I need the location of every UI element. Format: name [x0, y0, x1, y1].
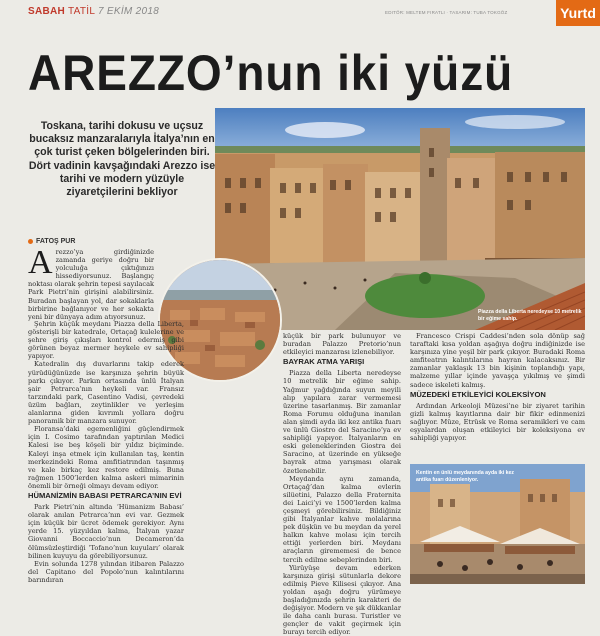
editor-credits: EDITÖR: MELTEM FIRATLI · TASARIM: TUBA TOKGÖZ	[385, 10, 508, 15]
paragraph: Park Pietri’nin altında ‘Hümanizm Babası’ olarak anılan Petrarca’nın evi var. Gezmek için küçük bir ücret ödemek gerekiyor. Aynı yerde 15. yüzyıldan kalma, İtalyan yazar Giovanni Boccaccio’nun Decameron’da ölümsüzleştirdiği ‘Tofano’nun kuyuları’ olarak bilinen kuyuyu da görebiliyorsunuz.	[28, 503, 184, 560]
article-lead: Toskana, tarihi dokusu ve uçsuz bucaksız manzaralarıyla İtalya’nın en çok turist çeken bölgelerinden biri. Dört vadinin kavşağındaki Arezzo ise tarihi ve modern yüzüyle ziyaretçilerini bekliyor	[28, 120, 216, 199]
paragraph: rezzo’ya girdiğinizde zamanda geriye doğru bir yolculuğa çıktığınızı hissediyorsunuz. Başlangıç noktası olarak şehrin tepesi sayılacak Park Pietri’nin girişini alabilirsiniz. Buradan başlayan yol, dar sokaklarla birbirine bağlanıyor ve her sokakta yeni bir dünyaya adım atıyorsunuz.	[28, 248, 154, 321]
subheading: HÜMANİZMİN BABASI PETRARCA’NIN EVİ	[28, 490, 182, 500]
article-headline: AREZZO’nun iki yüzü	[28, 45, 514, 101]
article-column-2	[283, 332, 401, 636]
main-photo-caption: Piazza della Liberta neredeyse 10 metrelik bir eğime sahip.	[478, 309, 582, 322]
subheading: BAYRAK ATMA YARIŞI	[283, 357, 365, 367]
article-column-1	[28, 244, 154, 321]
bullet-icon	[28, 239, 33, 244]
page-header	[0, 0, 600, 24]
paragraph: Evin solunda 1278 yılından itibaren Palazzo del Capitano del Popolo’nun kalıntılarını barındıran	[28, 559, 184, 584]
author-name: FATOŞ PUR	[36, 238, 76, 245]
antique-fair-caption: Kentin en ünlü meydanında ayda iki kez antika fuarı düzenleniyor.	[416, 470, 515, 483]
article-column-3	[410, 332, 585, 442]
brand-name: SABAH	[28, 6, 66, 17]
paragraph: küçük bir park bulunuyor ve buradan Palazzo Pretorio’nun etkileyici manzarası izlenebiliyor.	[283, 332, 401, 357]
article-column-1-lower	[28, 320, 184, 584]
paragraph: Şehrin küçük meydanı Piazza della Liberta, gösterişli bir katedrale, Ortaçağ kulelerine ve şehre giriş çıkışları kontrol edermiş gibi görünen beyaz mermer heykele ev sahipliği yapıyor.	[28, 320, 184, 361]
subheading: MÜZEDEKİ ETKİLEYİCİ KOLEKSİYON	[410, 389, 546, 399]
paragraph: Meydanda aynı zamanda, Ortaçağ’dan kalma evlerin silüetini, Palazzo della Fraternita dei Laici’yi ve 1500’lerden kalma çeşmeyi görebilirsiniz. Bildiğiniz gibi İtalyanlar kahve molalarına pek düşkün ve bu meydan da yerel halkın kahve molası için tercih ettiği yerlerden biri. Meydanı araçların girememesi de bence tercih edilme sebeplerinden biri.	[283, 474, 401, 564]
paragraph: Katedralin dış duvarlarını takip ederek yürüdüğünüzde ise karşınıza şehrin büyük parkı çıkıyor. Parkın ortasında ünlü İtalyan şair Petrarca’nın heykeli var. Fransız tarzındaki park, Casentino Vadisi, çevredeki üzüm bağları, zeytinlikler ve yerleşim alanlarına giden kıvrımlı yollara doğru panoramik bir manzara sunuyor.	[28, 360, 184, 426]
paragraph: Yürüyüşe devam ederken karşınıza girişi sütunlarla dekore edilmiş Pieve Kilisesi çıkıyor. Ana yoldan aşağı doğru yürümeye başladığınızda şehrin karakteri de değişiyor. Modern ve şık dükkanlar ile daha canlı burası. Turistler ve gençler de vakit geçirmek için burayı tercih ediyor.	[283, 563, 401, 636]
paragraph: Floransa’daki egemenliğini güçlendirmek için I. Cosimo tarafından yaptırılan Medici Kalesi ise beş köşeli bir yıldız biçiminde. Kaleyi inşa etmek için kullanılan taş, kentin merkezindeki Roma amfitiatrından taşınmış ve kale birkaç kez restore edilmiş. Buna rağmen 1500’lerden kalma askeri mimarinin önemli bir örneği olmayı devam ediyor.	[28, 425, 184, 490]
drop-cap: A	[28, 244, 53, 281]
issue-date: 7 EKİM 2018	[97, 6, 160, 17]
supplement-name: TATİL	[67, 6, 95, 17]
section-tab: Yurtd	[556, 0, 600, 26]
publication-brand	[28, 6, 159, 17]
paragraph: Ardından Arkeoloji Müzesi’ne bir ziyaret tarihin gizli kalmış kayıtlarına dair bir fikir edinmenizi sağlıyor. Müze, Etrüsk ve Roma seramikleri ve cam eşyalardan oluşan etkileyici bir koleksiyona ev sahipliği yapıyor.	[410, 401, 585, 443]
paragraph: Piazza della Liberta neredeyse 10 metrelik bir eğime sahip. Yağmur yağdığında suyun meyili alıp yapılara zarar vermemesi üzerine tasarlanmış. Bir zamanlar Roma Forumu olduğuna inanılan alan şimdi ayda iki kez antika fuarı ve ünlü Giostro del Saracino’ya ev sahipliği yapıyor. İtalyanların en eski geleneklerinden Giostra dei Saracino, at üzerinde en yükseğe bayrak atma yarışması olarak özetlenebilir.	[283, 369, 401, 475]
paragraph: Francesco Crispi Caddesi’nden sola dönüp sağ taraftaki kısa yoldan aşağıya doğru indiğinizde ise karşınıza yine yeşil bir park çıkıyor. Buradaki Roma amfiteatrın kalıntılarına hayran kalacaksınız. Bir zamanlar yaklaşık 13 bin kişinin toplandığı yapı, malzeme yıllar içinde yavaşça yıkılmış ve şimdi sadece iskeleti kalmış.	[410, 332, 585, 389]
